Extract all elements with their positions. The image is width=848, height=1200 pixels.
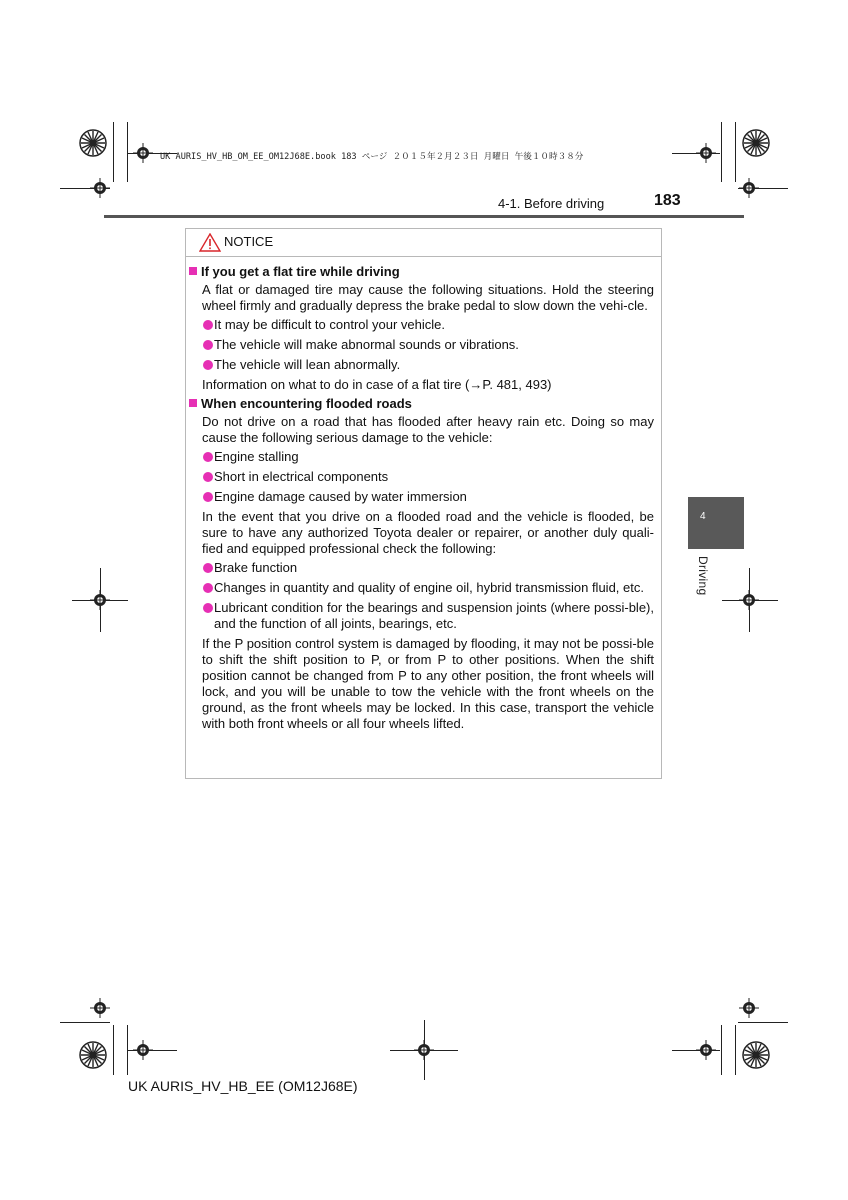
crop-line xyxy=(735,122,736,182)
starburst-mark-icon xyxy=(78,128,108,158)
circle-bullet-icon xyxy=(203,452,213,462)
crosshair-mark-icon xyxy=(696,143,716,163)
paragraph: If the P position control system is damaged by flooding, it may not be possi-ble to shift the shift position to P, or from P to other positions. When the shift position cannot be changed from P to any other position, the front wheels will lock, and you will be unable to tow the vehicle with the front wheels on the ground, as the front wheels may be locked. In this case, transport the vehicle with both front wheels or all four wheels lifted. xyxy=(202,636,654,731)
crosshair-mark-icon xyxy=(739,998,759,1018)
crosshair-mark-icon xyxy=(133,1040,153,1060)
paragraph: A flat or damaged tire may cause the following situations. Hold the steering wheel firmly and gradually depress the brake pedal to slow down the vehi-cle. xyxy=(202,282,654,313)
warning-triangle-icon xyxy=(199,233,221,252)
chapter-number: 4 xyxy=(700,511,706,522)
crop-line xyxy=(738,1022,788,1023)
list-item: The vehicle will lean abnormally. xyxy=(202,357,654,373)
circle-bullet-icon xyxy=(203,360,213,370)
paragraph: Do not drive on a road that has flooded after heavy rain etc. Doing so may cause the following serious damage to the vehicle: xyxy=(202,414,654,445)
list-item: Engine stalling xyxy=(202,449,654,465)
crop-line xyxy=(113,1025,114,1075)
crosshair-mark-icon xyxy=(90,590,110,610)
crosshair-mark-icon xyxy=(739,178,759,198)
square-bullet-icon xyxy=(189,267,197,275)
footer-model-code: UK AURIS_HV_HB_EE (OM12J68E) xyxy=(128,1078,358,1094)
crop-line xyxy=(721,1025,722,1075)
starburst-mark-icon xyxy=(741,128,771,158)
section-heading: If you get a flat tire while driving xyxy=(188,264,654,280)
circle-bullet-icon xyxy=(203,472,213,482)
notice-content xyxy=(188,264,654,735)
crosshair-mark-icon xyxy=(696,1040,716,1060)
circle-bullet-icon xyxy=(203,320,213,330)
crosshair-mark-icon xyxy=(90,998,110,1018)
crop-line xyxy=(127,122,128,182)
section-heading: When encountering flooded roads xyxy=(188,396,654,412)
notice-title: NOTICE xyxy=(224,234,274,249)
circle-bullet-icon xyxy=(203,583,213,593)
file-info: UK AURIS_HV_HB_OM_EE_OM12J68E.book 183 ページ ２０１５年２月２３日 月曜日 午後１０時３８分 xyxy=(160,152,584,162)
chapter-label: Driving xyxy=(696,556,710,596)
crosshair-mark-icon xyxy=(739,590,759,610)
starburst-mark-icon xyxy=(741,1040,771,1070)
list-item: Engine damage caused by water immersion xyxy=(202,489,654,505)
list-item: It may be difficult to control your vehicle. xyxy=(202,317,654,333)
crop-line xyxy=(60,1022,110,1023)
circle-bullet-icon xyxy=(203,563,213,573)
circle-bullet-icon xyxy=(203,603,213,613)
crop-line xyxy=(113,122,114,182)
square-bullet-icon xyxy=(189,399,197,407)
page-number: 183 xyxy=(654,192,681,209)
starburst-mark-icon xyxy=(78,1040,108,1070)
list-item: Short in electrical components xyxy=(202,469,654,485)
section-title: 4-1. Before driving xyxy=(498,196,605,211)
circle-bullet-icon xyxy=(203,492,213,502)
crop-line xyxy=(735,1025,736,1075)
paragraph: In the event that you drive on a flooded road and the vehicle is flooded, be sure to have any authorized Toyota dealer or repairer, or another duly quali-fied and equipped professional check the following: xyxy=(202,509,654,556)
notice-header xyxy=(186,229,661,257)
list-item: Lubricant condition for the bearings and suspension joints (where possi-ble), and the function of all joints, bearings, etc. xyxy=(202,600,654,632)
header-rule xyxy=(104,215,744,218)
paragraph: Information on what to do in case of a flat tire (→P. 481, 493) xyxy=(202,377,552,392)
circle-bullet-icon xyxy=(203,340,213,350)
list-item: Brake function xyxy=(202,560,654,576)
crosshair-mark-icon xyxy=(90,178,110,198)
list-item: Changes in quantity and quality of engine oil, hybrid transmission fluid, etc. xyxy=(202,580,654,596)
chapter-tab xyxy=(688,497,744,549)
crop-line xyxy=(721,122,722,182)
crosshair-mark-icon xyxy=(414,1040,434,1060)
crosshair-mark-icon xyxy=(133,143,153,163)
list-item: The vehicle will make abnormal sounds or vibrations. xyxy=(202,337,654,353)
